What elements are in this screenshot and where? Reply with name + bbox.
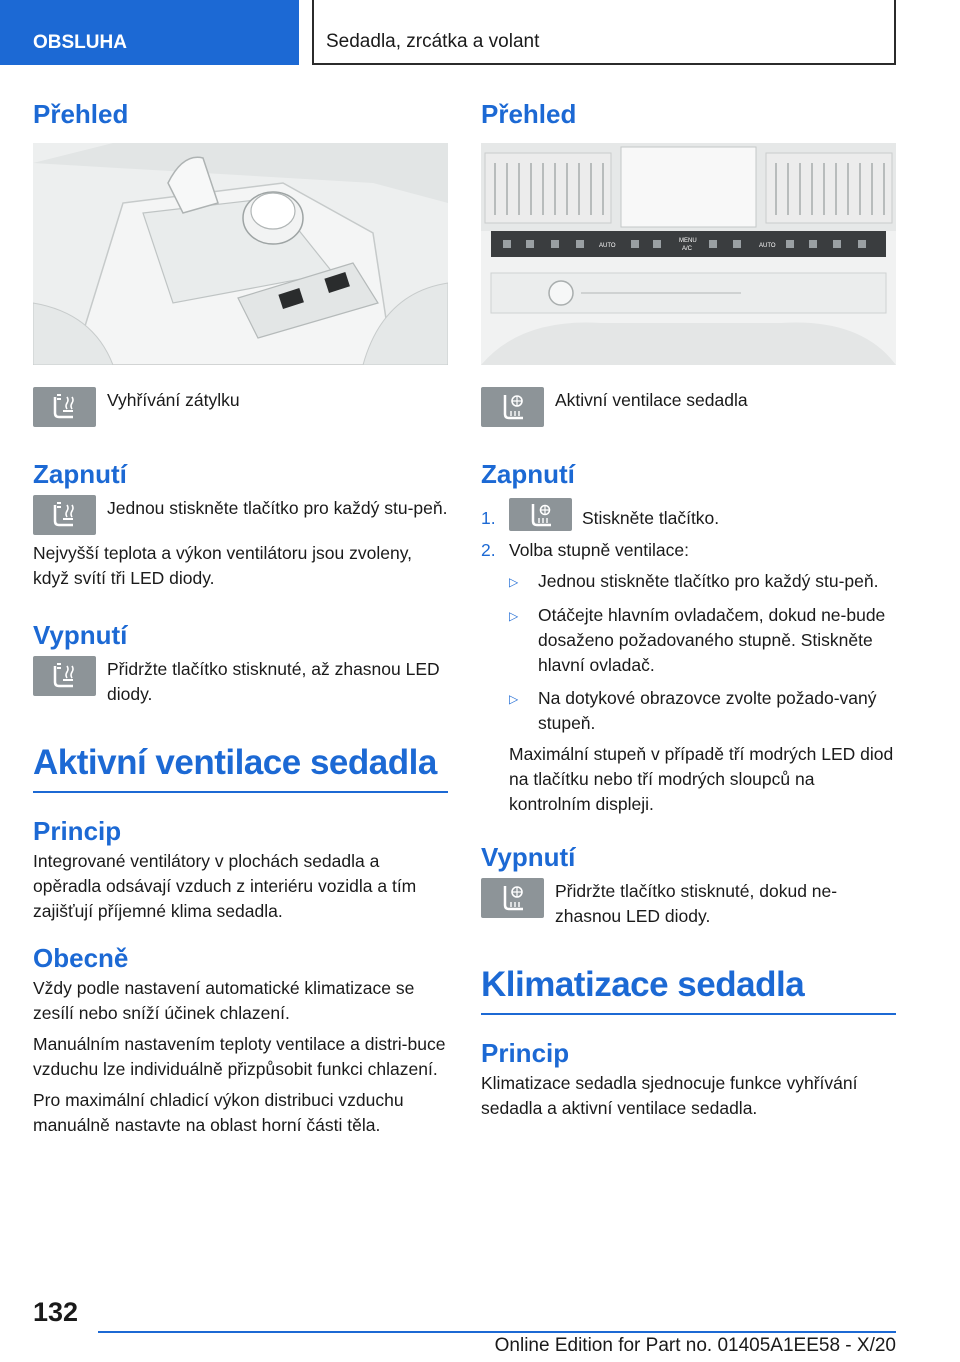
step-2-text: Volba stupně ventilace: — [509, 539, 689, 560]
step-1 — [481, 498, 896, 531]
auto-label-right: AUTO — [759, 242, 776, 249]
climate-title: Klimatizace sedadla — [481, 965, 896, 1015]
step-2-number: 2. — [481, 539, 496, 560]
ventilation-title: Aktivní ventilace sedadla — [33, 743, 448, 793]
triangle-bullet-icon: ▷ — [509, 608, 519, 623]
bullet-item — [509, 603, 896, 678]
step-1-number: 1. — [481, 507, 496, 528]
footer-divider — [98, 1331, 896, 1333]
principle-heading-left: Princip — [33, 815, 122, 846]
on-heading-right: Zapnutí — [481, 458, 575, 489]
step-2 — [481, 538, 896, 563]
page-number: 132 — [33, 1297, 79, 1327]
on-note-left: Nejvyšší teplota a výkon ventilátoru jsou zvoleny, když svítí tři LED diody. — [33, 542, 413, 588]
header-section: OBSLUHA — [0, 0, 299, 65]
off-row-right — [481, 878, 896, 929]
overview-heading: Přehled — [33, 99, 129, 129]
ac-label: A/C — [682, 245, 693, 252]
bullet-text: Na dotykové obrazovce zvolte požado-vaný stupeň. — [538, 687, 877, 733]
auto-label-left: AUTO — [599, 242, 616, 249]
headrest-heating-icon — [33, 495, 96, 535]
headrest-heating-icon — [33, 387, 96, 427]
on-heading-left: Zapnutí — [33, 458, 127, 489]
header-chapter: Sedadla, zrcátka a volant — [312, 0, 896, 65]
off-row-left — [33, 656, 448, 707]
seat-ventilation-icon — [481, 878, 544, 918]
headrest-heating-row — [33, 387, 448, 427]
right-column — [481, 100, 896, 1121]
seat-ventilation-icon — [481, 387, 544, 427]
off-heading-left: Vypnutí — [33, 619, 128, 650]
seat-ventilation-row — [481, 387, 896, 427]
triangle-bullet-icon: ▷ — [509, 691, 519, 706]
principle-text-left: Integrované ventilátory v plochách sedadla a opěradla odsávají vzduch z interiéru vozidla a tím zajišťují příjemné klima sedadla. — [33, 850, 417, 921]
overview-heading-right: Přehled — [481, 99, 577, 129]
bullet-item — [509, 686, 896, 736]
step-1-text: Stiskněte tlačítko. — [582, 507, 720, 528]
bullet-text: Jednou stiskněte tlačítko pro každý stu-peň. — [538, 570, 879, 591]
headrest-heating-icon — [33, 656, 96, 696]
general-p1: Vždy podle nastavení automatické klimatizace se zesílí nebo sníží účinek chlazení. — [33, 977, 415, 1023]
on-text-left: Jednou stiskněte tlačítko pro každý stu-peň. — [107, 497, 448, 518]
principle-text-right: Klimatizace sedadla sjednocuje funkce vyhřívání sedadla a aktivní ventilace sedadla. — [481, 1072, 858, 1118]
general-p3: Pro maximální chladicí výkon distribuci vzduchu manuálně nastavte na oblast horní části těla. — [33, 1089, 404, 1135]
climate-panel-photo — [481, 143, 896, 365]
headrest-heating-label: Vyhřívání zátylku — [107, 389, 240, 410]
triangle-bullet-icon: ▷ — [509, 574, 519, 589]
principle-heading-right: Princip — [481, 1037, 570, 1068]
off-text-left: Přidržte tlačítko stisknuté, až zhasnou LED diody. — [107, 658, 440, 704]
menu-label: MENU — [679, 237, 697, 244]
seat-ventilation-label: Aktivní ventilace sedadla — [555, 389, 748, 410]
bullet-text: Otáčejte hlavním ovladačem, dokud ne-bude dosaženo požadovaného stupně. Stiskněte hlavní ovladač. — [538, 604, 886, 675]
general-p2: Manuálním nastavením teploty ventilace a distri-buce vzduchu lze individuálně přizpůsobit funkci chlazení. — [33, 1033, 446, 1079]
bullet-item — [509, 569, 896, 595]
left-column — [33, 100, 448, 1138]
general-heading: Obecně — [33, 942, 129, 973]
max-note: Maximální stupeň v případě tří modrých LED diod na tlačítku nebo tří modrých sloupců na kontrolním displeji. — [509, 743, 894, 814]
footer-edition: Online Edition for Part no. 01405A1EE58 - X/20 — [494, 1335, 896, 1356]
seat-ventilation-icon — [509, 498, 572, 531]
center-console-photo — [33, 143, 448, 365]
off-text-right: Přidržte tlačítko stisknuté, dokud ne-zhasnou LED diody. — [555, 880, 838, 926]
on-row-left — [33, 495, 448, 535]
off-heading-right: Vypnutí — [481, 841, 576, 872]
